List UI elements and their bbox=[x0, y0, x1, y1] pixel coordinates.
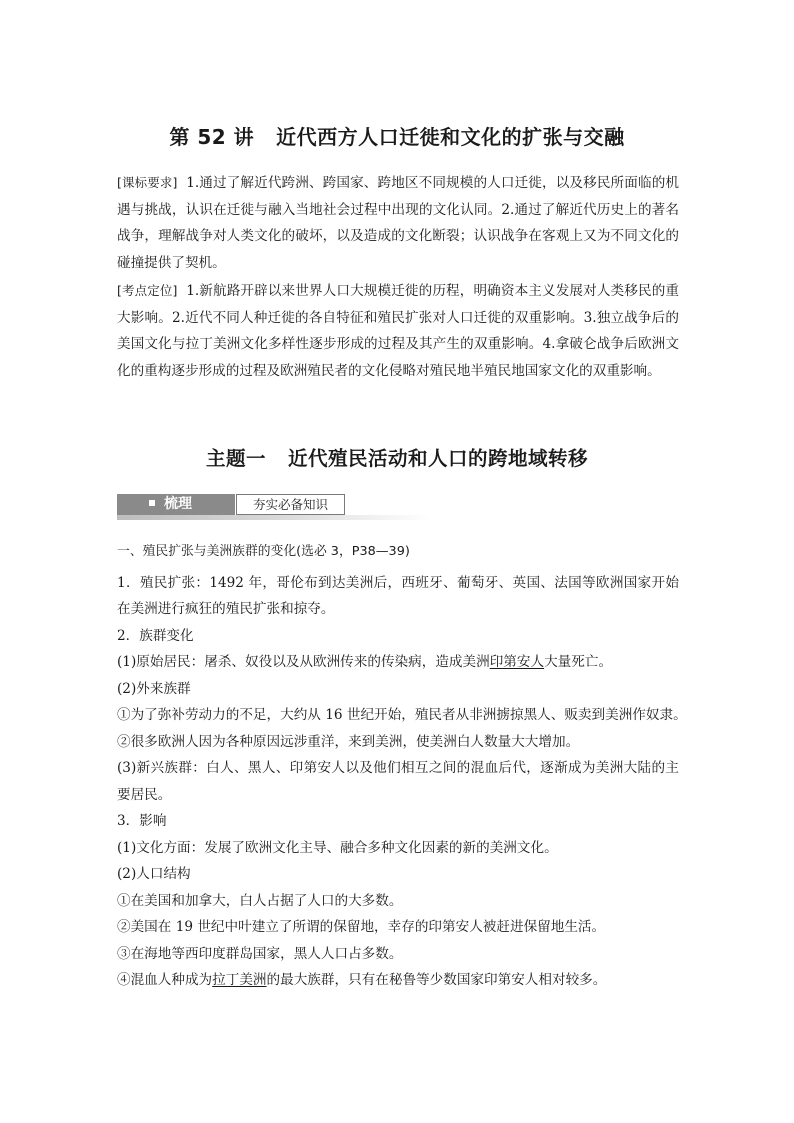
section-heading: 一、殖民扩张与美洲族群的变化(选必 3，P38—39) bbox=[117, 544, 410, 559]
square-bullet-icon bbox=[149, 500, 155, 506]
text-segment: ④混血人种成为 bbox=[117, 972, 213, 988]
list-item: ②美国在 19 世纪中叶建立了所谓的保留地，幸存的印第安人被赶进保留地生活。 bbox=[117, 919, 606, 935]
banner-underline bbox=[117, 515, 431, 520]
text-segment: (1)原始居民：屠杀、奴役以及从欧洲传来的传染病，造成美洲 bbox=[117, 654, 490, 670]
requirements-tag: [课标要求] bbox=[117, 175, 178, 190]
list-item: 2．族群变化 bbox=[117, 627, 194, 644]
list-item: ③在海地等西印度群岛国家，黑人人口占多数。 bbox=[117, 945, 403, 962]
list-item: (1)文化方面：发展了欧洲文化主导、融合多种文化因素的新的美洲文化。 bbox=[117, 839, 558, 856]
list-item: 1．殖民扩张：1492 年，哥伦布到达美洲后，西班牙、葡萄牙、英国、法国等欧洲国家开始在美洲进行疯狂的殖民扩张和掠夺。 bbox=[117, 574, 679, 617]
list-item: (2)外来族群 bbox=[117, 680, 191, 697]
list-item bbox=[117, 967, 687, 994]
list-item: ①为了弥补劳动力的不足，大约从 16 世纪开始，殖民者从非洲掳掠黑人、贩卖到美洲作奴隶。 bbox=[117, 707, 687, 723]
list-item: (3)新兴族群：白人、黑人、印第安人以及他们相互之间的混血后代，逐渐成为美洲大陆的主要居民。 bbox=[117, 760, 679, 803]
underlined-term: 印第安人 bbox=[489, 654, 545, 670]
lesson-number: 第 52 讲 bbox=[169, 125, 255, 149]
banner-box: 夯实必备知识 bbox=[236, 494, 345, 515]
underlined-term: 拉丁美洲 bbox=[212, 972, 267, 988]
positioning-text: 1.新航路开辟以来世界人口大规模迁徙的历程，明确资本主义发展对人类移民的重大影响。2.近代不同人种迁徙的各自特征和殖民扩张对人口迁徙的双重影响。3.独立战争后的美国文化与拉丁美洲文化多样性逐步形成的过程及其产生的双重影响。4.拿破仑战争后欧洲文化的重构逐步形成的过程及欧洲殖民者的文化侵略对殖民地半殖民地国家文化的双重影响。 bbox=[117, 283, 679, 379]
list-item: (2)人口结构 bbox=[117, 866, 191, 882]
list-item bbox=[117, 649, 687, 676]
banner-label-text: 梳理 bbox=[164, 496, 192, 512]
theme-number: 主题一 bbox=[205, 447, 266, 470]
list-item: ②很多欧洲人因为各种原因远涉重洋，来到美洲，使美洲白人数量大大增加。 bbox=[117, 733, 580, 750]
positioning-tag: [考点定位] bbox=[117, 283, 178, 298]
list-item: 3．影响 bbox=[117, 813, 167, 829]
exam-positioning bbox=[117, 278, 679, 384]
requirements-text: 1.通过了解近代跨洲、跨国家、跨地区不同规模的人口迁徙，以及移民所面临的机遇与挑战，认识在迁徙与融入当地社会过程中出现的文化认同。2.通过了解近代历史上的著名战争，理解战争对人类文化的破坏，以及造成的文化断裂；认识战争在客观上又为不同文化的碰撞提供了契机。 bbox=[117, 175, 679, 271]
content-body bbox=[117, 539, 687, 994]
theme-title bbox=[0, 443, 794, 471]
section-banner bbox=[117, 494, 431, 520]
text-segment: 大量死亡。 bbox=[544, 654, 613, 670]
lesson-title bbox=[0, 121, 794, 150]
text-segment: 的最大族群，只有在秘鲁等少数国家印第安人相对较多。 bbox=[266, 972, 607, 988]
list-item: ①在美国和加拿大，白人占据了人口的大多数。 bbox=[117, 892, 403, 909]
theme-title-text: 近代殖民活动和人口的跨地域转移 bbox=[288, 447, 589, 470]
banner-label bbox=[117, 494, 235, 515]
lesson-title-text: 近代西方人口迁徙和文化的扩张与交融 bbox=[276, 125, 625, 149]
curriculum-requirements bbox=[117, 170, 679, 276]
